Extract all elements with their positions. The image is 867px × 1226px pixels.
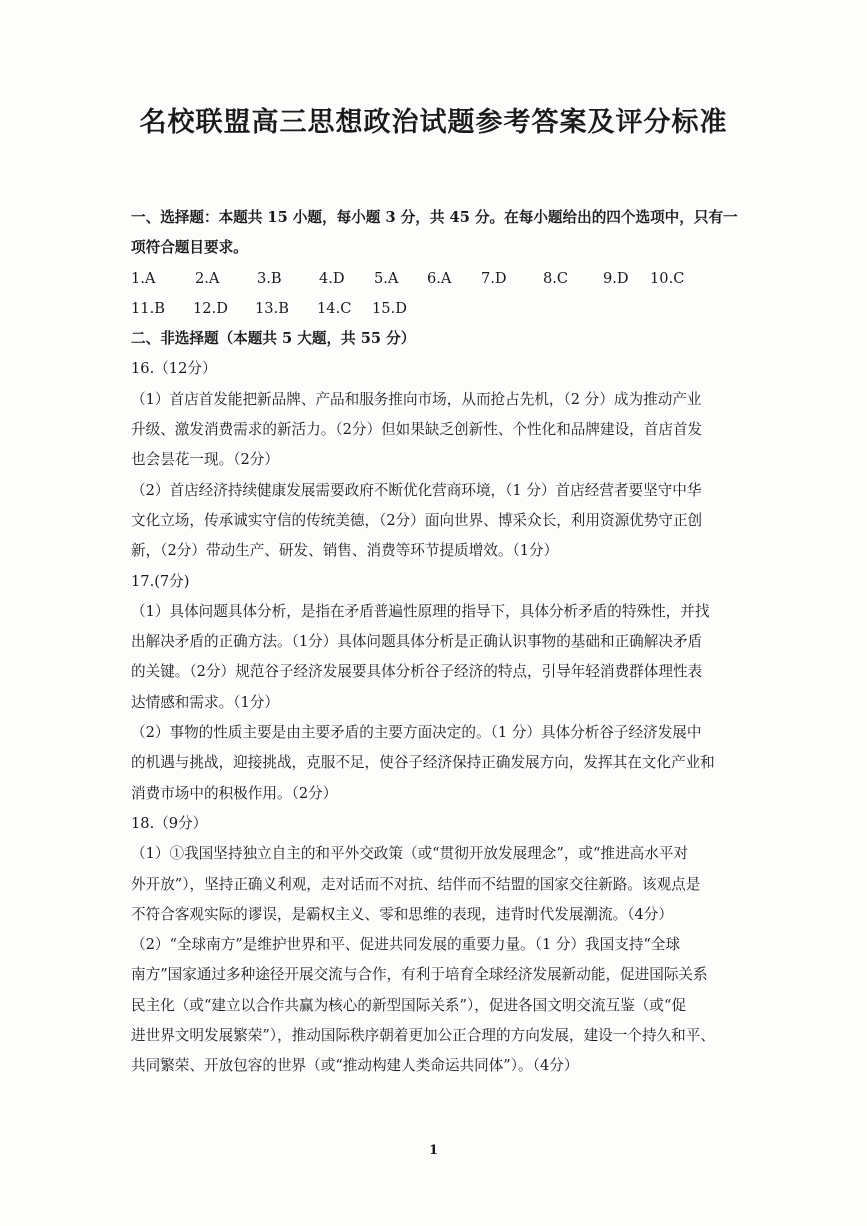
answer-item: 1.A (131, 269, 156, 287)
answer-item: 15.D (372, 299, 407, 317)
q17-p1-line: 达情感和需求。（1分） (131, 693, 279, 711)
answers-row-1 (131, 264, 741, 294)
page-number: 1 (428, 1143, 439, 1158)
answer-item: 12.D (193, 299, 228, 317)
section1-heading-line2: 项符合题目要求。 (131, 239, 248, 257)
answer-item: 6.A (427, 269, 452, 287)
document-body (131, 203, 741, 1082)
q17-p2-line: （2）事物的性质主要是由主要矛盾的主要方面决定的。（1 分）具体分析谷子经济发展中 (131, 724, 702, 742)
q17-p2-line: 消费市场中的积极作用。（2分） (131, 784, 338, 802)
answer-item: 4.D (319, 269, 345, 287)
q18-p1-line: 外开放”），坚持正确义利观，走对话而不对抗、结伴而不结盟的国家交往新路。该观点是 (131, 875, 701, 893)
answer-item: 11.B (131, 299, 165, 317)
q18-p2-line: 南方”国家通过多种途径开展交流与合作，有利于培育全球经济发展新动能，促进国际关系 (131, 966, 708, 984)
section2-heading: 二、非选择题（本题共 5 大题，共 55 分） (131, 330, 416, 348)
answer-item: 8.C (543, 269, 569, 287)
q17-p1-line: （1）具体问题具体分析，是指在矛盾普遍性原理的指导下，具体分析矛盾的特殊性，并找 (131, 602, 710, 620)
answer-item: 2.A (195, 269, 220, 287)
q16-p1-line: （1）首店首发能把新品牌、产品和服务推向市场，从而抢占先机，（2 分）成为推动产业 (131, 390, 702, 408)
q16-header: 16.（12分） (131, 360, 217, 378)
q16-p1-line: 也会昙花一现。（2分） (131, 451, 279, 469)
answers-row-2 (131, 294, 741, 324)
q18-p2-line: 进世界文明发展繁荣”），推动国际秩序朝着更加公正合理的方向发展，建设一个持久和平、 (131, 1027, 715, 1045)
q17-p1-line: 的关键。（2分）规范谷子经济发展要具体分析谷子经济的特点，引导年轻消费群体理性表 (131, 663, 703, 681)
q18-header: 18.（9分） (131, 814, 208, 832)
q18-p1-line: （1）①我国坚持独立自主的和平外交政策（或“贯彻开放发展理念”，或“推进高水平对 (131, 845, 689, 863)
answer-item: 14.C (317, 299, 352, 317)
q17-p2-line: 的机遇与挑战，迎接挑战，克服不足，使谷子经济保持正确发展方向，发挥其在文化产业和 (131, 754, 715, 772)
q16-p1-line: 升级、激发消费需求的新活力。（2分）但如果缺乏创新性、个性化和品牌建设，首店首发 (131, 421, 703, 439)
q17-p1-line: 出解决矛盾的正确方法。（1分）具体问题具体分析是正确认识事物的基础和正确解决矛盾 (131, 633, 703, 651)
answer-item: 7.D (481, 269, 507, 287)
q18-p2-line: 民主化（或“建立以合作共赢为核心的新型国际关系”），促进各国文明交流互鉴（或“促 (131, 996, 687, 1014)
answer-item: 5.A (374, 269, 399, 287)
answer-item: 9.D (603, 269, 629, 287)
q16-p2-line: 新，（2分）带动生产、研发、销售、消费等环节提质增效。（1分） (131, 542, 559, 560)
section1-heading-line1: 一、选择题：本题共 15 小题，每小题 3 分，共 45 分。在每小题给出的四个选项中，只有一 (131, 209, 738, 226)
q16-p2-line: （2）首店经济持续健康发展需要政府不断优化营商环境，（1 分）首店经营者要坚守中华 (131, 481, 702, 499)
q17-header: 17.(7分) (131, 572, 190, 590)
answer-item: 10.C (650, 269, 685, 287)
q18-p2-line: （2）“全球南方”是维护世界和平、促进共同发展的重要力量。（1 分）我国支持“全球 (131, 936, 681, 954)
q18-p1-line: 不符合客观实际的谬误，是霸权主义、零和思维的表现，违背时代发展潮流。（4分） (131, 905, 673, 923)
q18-p2-line: 共同繁荣、开放包容的世界（或“推动构建人类命运共同体”）。（4分） (131, 1057, 579, 1075)
q16-p2-line: 文化立场，传承诚实守信的传统美德，（2分）面向世界、博采众长，利用资源优势守正创 (131, 511, 703, 529)
page-title: 名校联盟高三思想政治试题参考答案及评分标准 (139, 107, 728, 138)
answer-item: 13.B (255, 299, 289, 317)
answer-item: 3.B (257, 269, 282, 287)
